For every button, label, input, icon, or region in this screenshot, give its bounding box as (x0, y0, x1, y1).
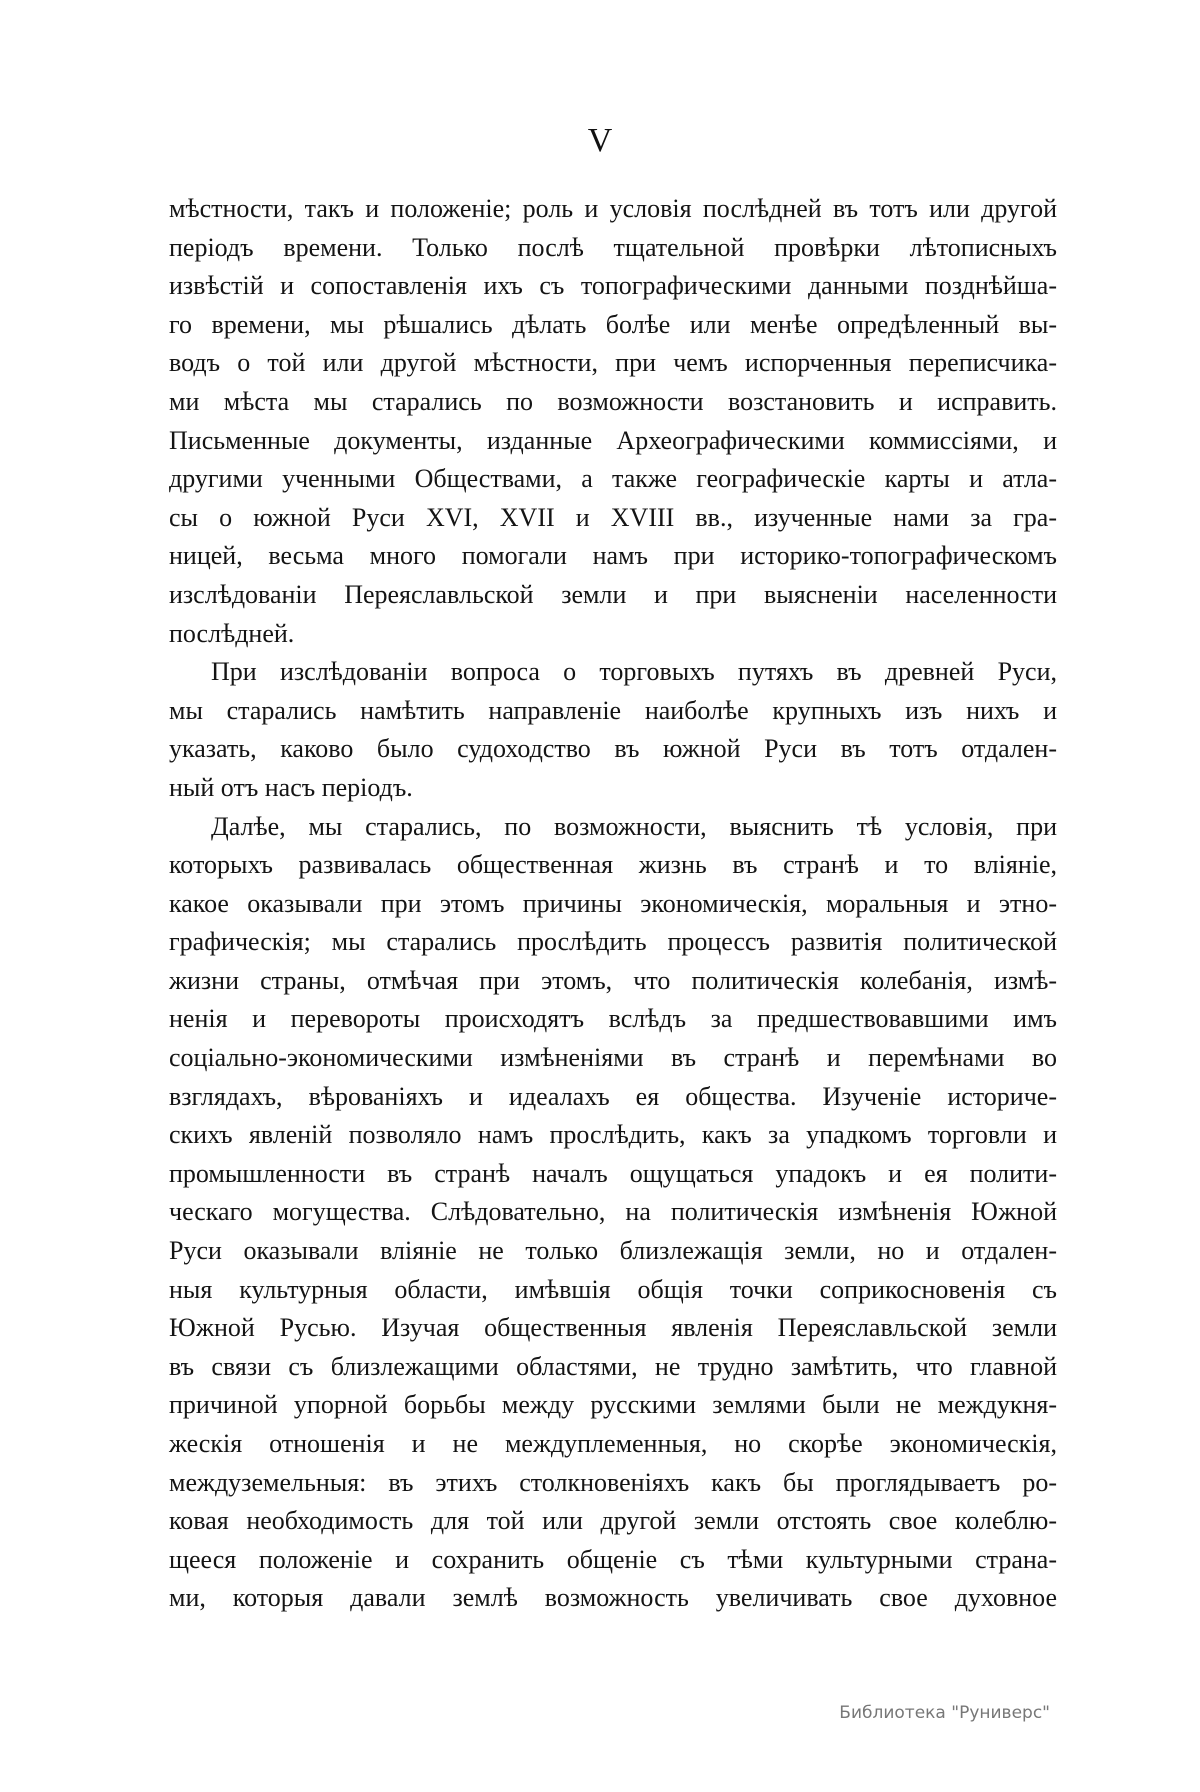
text-line: ныя культурныя области, имѣвшія общія точки соприкосновенія съ (169, 1274, 1057, 1304)
text-line: соціально-экономическими измѣненіями въ странѣ и перемѣнами во (169, 1043, 1057, 1073)
body-text (169, 190, 1057, 1618)
text-line: сы о южной Руси XVI, XVII и XVIII вв., изученные нами за гра- (169, 502, 1057, 532)
text-line: изслѣдованіи Переяславльской земли и при выясненіи населенности (169, 579, 1057, 609)
text-line: ми, которыя давали землѣ возможность увеличивать свое духовное (169, 1583, 1057, 1613)
text-line: ненія и перевороты происходятъ вслѣдъ за предшествовавшими имъ (169, 1004, 1057, 1034)
text-line: скихъ явленій позволяло намъ прослѣдить, какъ за упадкомъ торговли и (169, 1120, 1057, 1150)
page-number: V (587, 122, 613, 159)
text-line: взглядахъ, вѣрованіяхъ и идеалахъ ея общества. Изученіе историче- (169, 1081, 1057, 1111)
text-line: Далѣе, мы старались, по возможности, выяснить тѣ условія, при (211, 811, 1057, 841)
text-line: Южной Русью. Изучая общественныя явленія Переяславльской земли (169, 1313, 1057, 1343)
text-line: жескія отношенія и не междуплеменныя, но скорѣе экономическія, (169, 1429, 1057, 1458)
text-line: извѣстій и сопоставленія ихъ съ топографическими данными позднѣйша- (169, 271, 1057, 301)
text-line: ческаго могущества. Слѣдовательно, на политическія измѣненія Южной (169, 1197, 1057, 1227)
text-line: го времени, мы рѣшались дѣлать болѣе или менѣе опредѣленный вы- (169, 309, 1057, 339)
text-line: междуземельныя: въ этихъ столкновеніяхъ какъ бы проглядываетъ ро- (169, 1467, 1057, 1497)
text-line: ный отъ насъ періодъ. (169, 772, 413, 802)
text-line: въ связи съ близлежащими областями, не трудно замѣтить, что главной (169, 1351, 1057, 1381)
text-line: періодъ времени. Только послѣ тщательной провѣрки лѣтописныхъ (169, 232, 1057, 262)
library-watermark: Библиотека "Руниверс" (839, 1703, 1050, 1723)
text-line: указать, каково было судоходство въ южной Руси въ тотъ отдален- (169, 734, 1057, 764)
text-line: щееся положеніе и сохранить общеніе съ тѣми культурными страна- (169, 1544, 1057, 1574)
text-line: какое оказывали при этомъ причины экономическія, моральныя и этно- (169, 888, 1057, 918)
text-line: ковая необходимость для той или другой земли отстоять свое колеблю- (169, 1506, 1057, 1536)
text-line: ницей, весьма много помогали намъ при историко-топографическомъ (169, 541, 1057, 571)
paragraph (169, 190, 1057, 653)
text-line: жизни страны, отмѣчая при этомъ, что политическія колебанія, измѣ- (169, 965, 1057, 995)
text-line: Руси оказывали вліяніе не только близлежащія земли, но и отдален- (169, 1236, 1057, 1266)
paragraph (169, 808, 1057, 1618)
text-line: графическія; мы старались прослѣдить процессъ развитія политической (169, 927, 1057, 957)
text-line: причиной упорной борьбы между русскими землями были не междукня- (169, 1390, 1057, 1420)
text-line: промышленности въ странѣ началъ ощущаться упадокъ и ея полити- (169, 1158, 1057, 1188)
text-line: мы старались намѣтить направленіе наиболѣе крупныхъ изъ нихъ и (169, 695, 1057, 725)
text-line: ми мѣста мы старались по возможности возстановить и исправить. (169, 386, 1057, 416)
text-line: которыхъ развивалась общественная жизнь въ странѣ и то вліяніе, (169, 850, 1057, 880)
text-line: При изслѣдованіи вопроса о торговыхъ путяхъ въ древней Руси, (211, 657, 1057, 687)
text-line: другими ученными Обществами, а также географическіе карты и атла- (169, 464, 1057, 494)
paragraph (169, 653, 1057, 807)
text-line: мѣстности, такъ и положеніе; роль и условія послѣдней въ тотъ или другой (169, 194, 1057, 223)
text-line: водъ о той или другой мѣстности, при чемъ испорченныя переписчика- (169, 348, 1057, 378)
text-line: Письменные документы, изданные Археографическими коммиссіями, и (169, 425, 1057, 455)
text-line: послѣдней. (169, 618, 295, 648)
